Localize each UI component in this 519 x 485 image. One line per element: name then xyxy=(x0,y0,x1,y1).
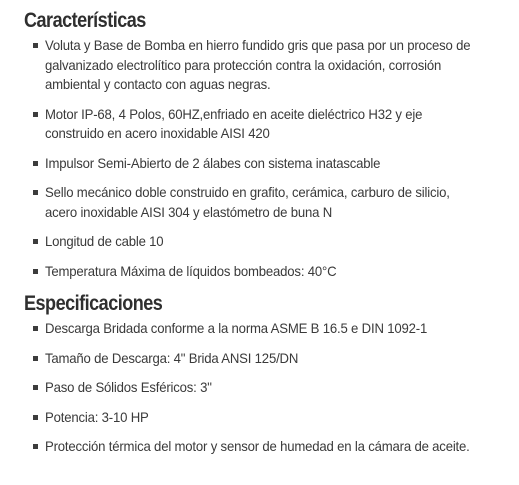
list-item xyxy=(24,262,511,282)
square-bullet-icon xyxy=(33,269,38,274)
list-item-text: Impulsor Semi-Abierto de 2 álabes con sistema inatascable xyxy=(45,154,381,171)
square-bullet-icon xyxy=(33,190,38,195)
list-item xyxy=(24,349,511,369)
square-bullet-icon xyxy=(33,43,38,48)
list-item xyxy=(24,36,511,95)
caracteristicas-heading: Características xyxy=(24,9,146,32)
list-item xyxy=(24,154,511,174)
list-item-text: Longitud de cable 10 xyxy=(45,233,164,249)
especificaciones-list xyxy=(24,319,511,457)
especificaciones-heading: Especificaciones xyxy=(24,292,163,315)
list-item-text: Voluta y Base de Bomba en hierro fundido gris que pasa por un proceso de galvanizado electrolítico para protección contra la oxidación, corrosión ambiental y contacto con aguas negras. xyxy=(45,37,471,92)
square-bullet-icon xyxy=(33,239,38,244)
list-item xyxy=(24,105,511,144)
square-bullet-icon xyxy=(33,385,38,390)
square-bullet-icon xyxy=(33,112,38,117)
list-item-text: Temperatura Máxima de líquidos bombeados: 40°C xyxy=(45,262,337,279)
square-bullet-icon xyxy=(33,161,38,166)
list-item xyxy=(24,408,511,428)
square-bullet-icon xyxy=(33,356,38,361)
list-item-text: Protección térmica del motor y sensor de humedad en la cámara de aceite. xyxy=(45,438,470,454)
list-item-text: Motor IP-68, 4 Polos, 60HZ,enfriado en aceite dieléctrico H32 y eje construido en acero inoxidable AISI 420 xyxy=(45,105,423,141)
list-item xyxy=(24,232,511,252)
list-item xyxy=(24,378,511,398)
square-bullet-icon xyxy=(33,444,38,449)
square-bullet-icon xyxy=(33,415,38,420)
list-item xyxy=(24,183,511,222)
list-item-text: Descarga Bridada conforme a la norma ASME B 16.5 e DIN 1092-1 xyxy=(45,320,428,336)
caracteristicas-list xyxy=(24,36,511,281)
list-item xyxy=(24,319,511,339)
square-bullet-icon xyxy=(33,326,38,331)
list-item-text: Potencia: 3-10 HP xyxy=(45,408,149,425)
list-item xyxy=(24,437,511,457)
list-item-text: Paso de Sólidos Esféricos: 3" xyxy=(45,379,212,395)
list-item-text: Tamaño de Descarga: 4" Brida ANSI 125/DN xyxy=(45,349,299,366)
list-item-text: Sello mecánico doble construido en grafito, cerámica, carburo de silicio, acero inoxidable AISI 304 y elastómetro de buna N xyxy=(45,184,450,220)
